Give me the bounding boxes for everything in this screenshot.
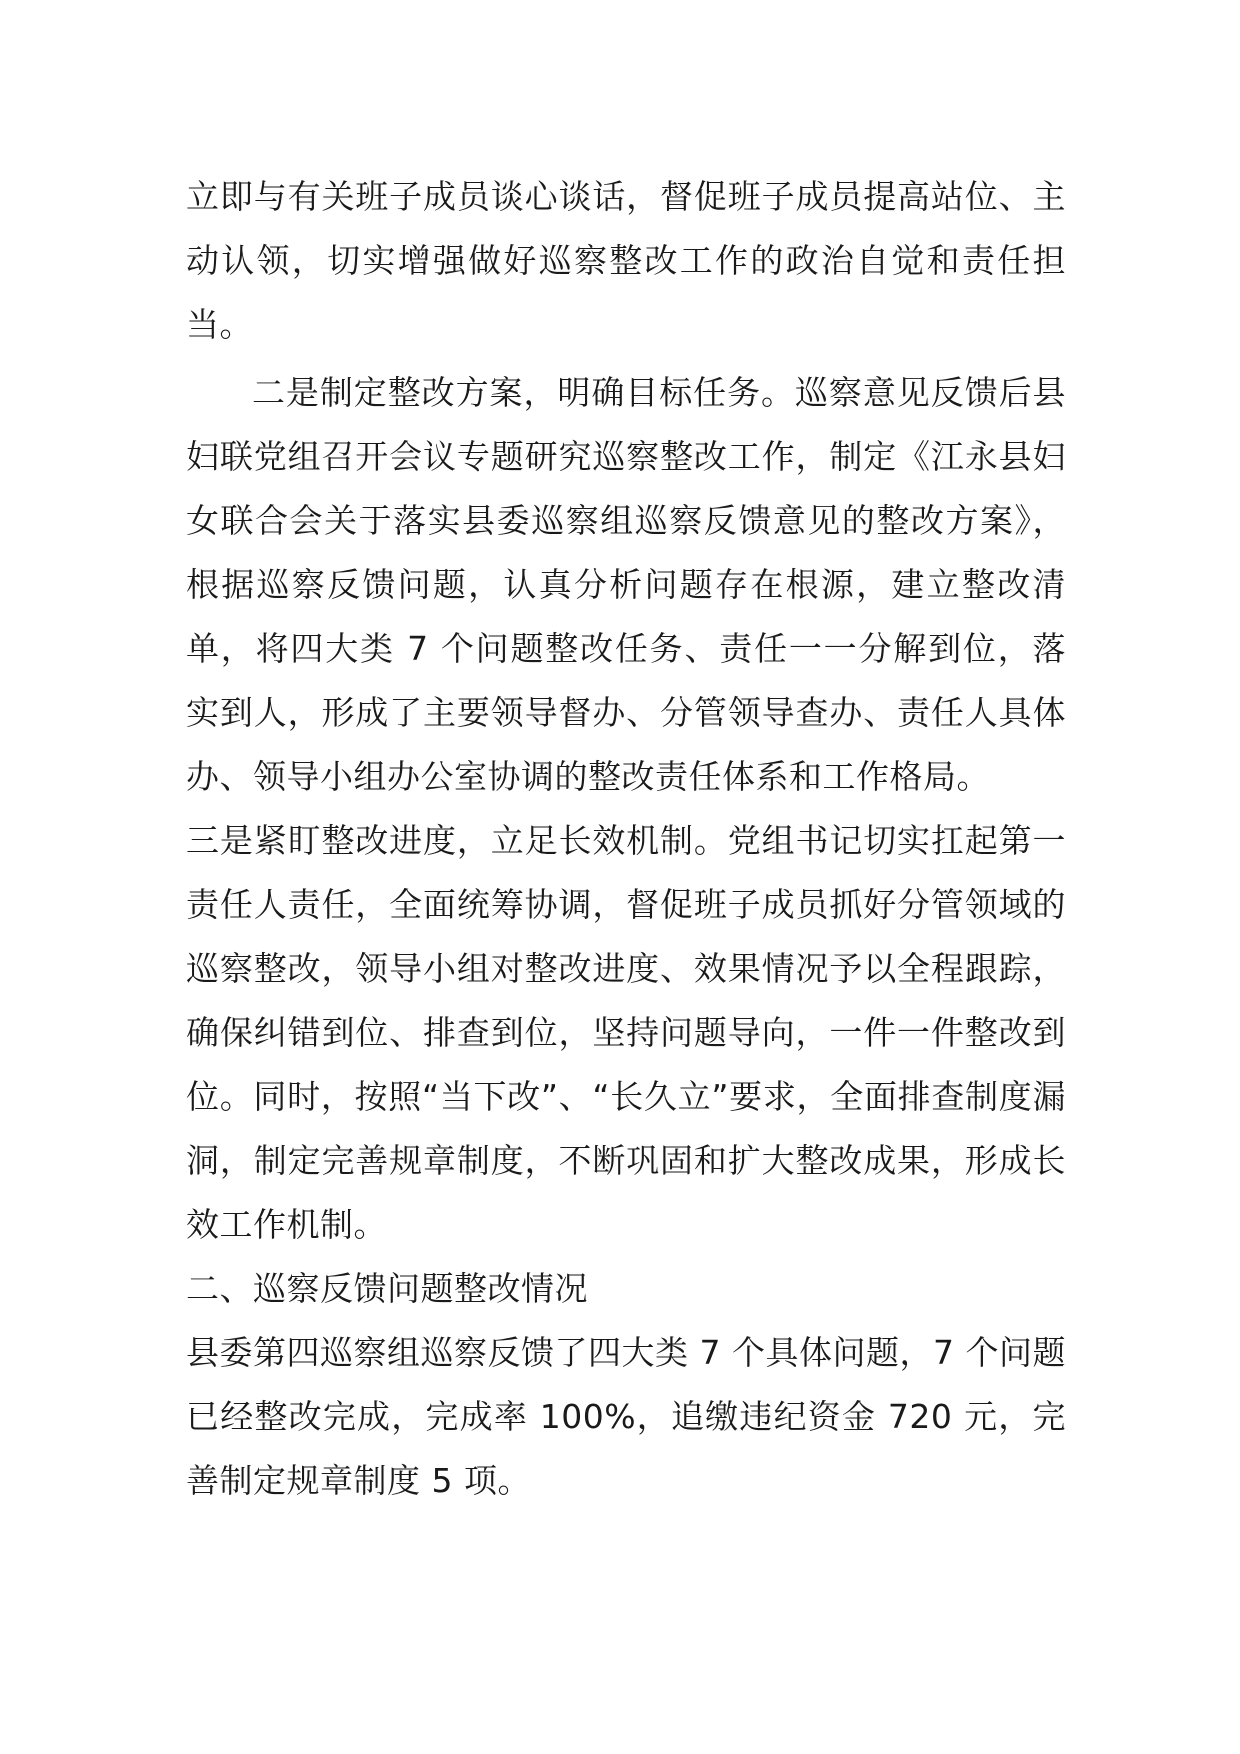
document-body xyxy=(186,165,1066,1513)
paragraph-point-three: 三是紧盯整改进度，立足长效机制。党组书记切实扛起第一责任人责任，全面统筹协调，督促班子成员抓好分管领域的巡察整改，领导小组对整改进度、效果情况予以全程跟踪，确保纠错到位、排查到位，坚持问题导向，一件一件整改到位。同时，按照“当下改”、“长久立”要求，全面排查制度漏洞，制定完善规章制度，不断巩固和扩大整改成果，形成长效工作机制。 xyxy=(186,821,1066,1244)
paragraph-point-two: 二是制定整改方案，明确目标任务。巡察意见反馈后县妇联党组召开会议专题研究巡察整改工作，制定《江永县妇女联合会关于落实县委巡察组巡察反馈意见的整改方案》，根据巡察反馈问题，认真分析问题存在根源，建立整改清单，将四大类 7 个问题整改任务、责任一一分解到位，落实到人，形成了主要领导督办、分管领导查办、责任人具体办、领导小组办公室协调的整改责任体系和工作格局。 xyxy=(186,373,1066,796)
section-heading: 二、巡察反馈问题整改情况 xyxy=(186,1269,588,1308)
paragraph-summary: 县委第四巡察组巡察反馈了四大类 7 个具体问题，7 个问题已经整改完成，完成率 100%，追缴违纪资金 720 元，完善制定规章制度 5 项。 xyxy=(186,1333,1066,1500)
paragraph-continuation: 立即与有关班子成员谈心谈话，督促班子成员提高站位、主动认领，切实增强做好巡察整改工作的政治自觉和责任担当。 xyxy=(186,177,1066,344)
